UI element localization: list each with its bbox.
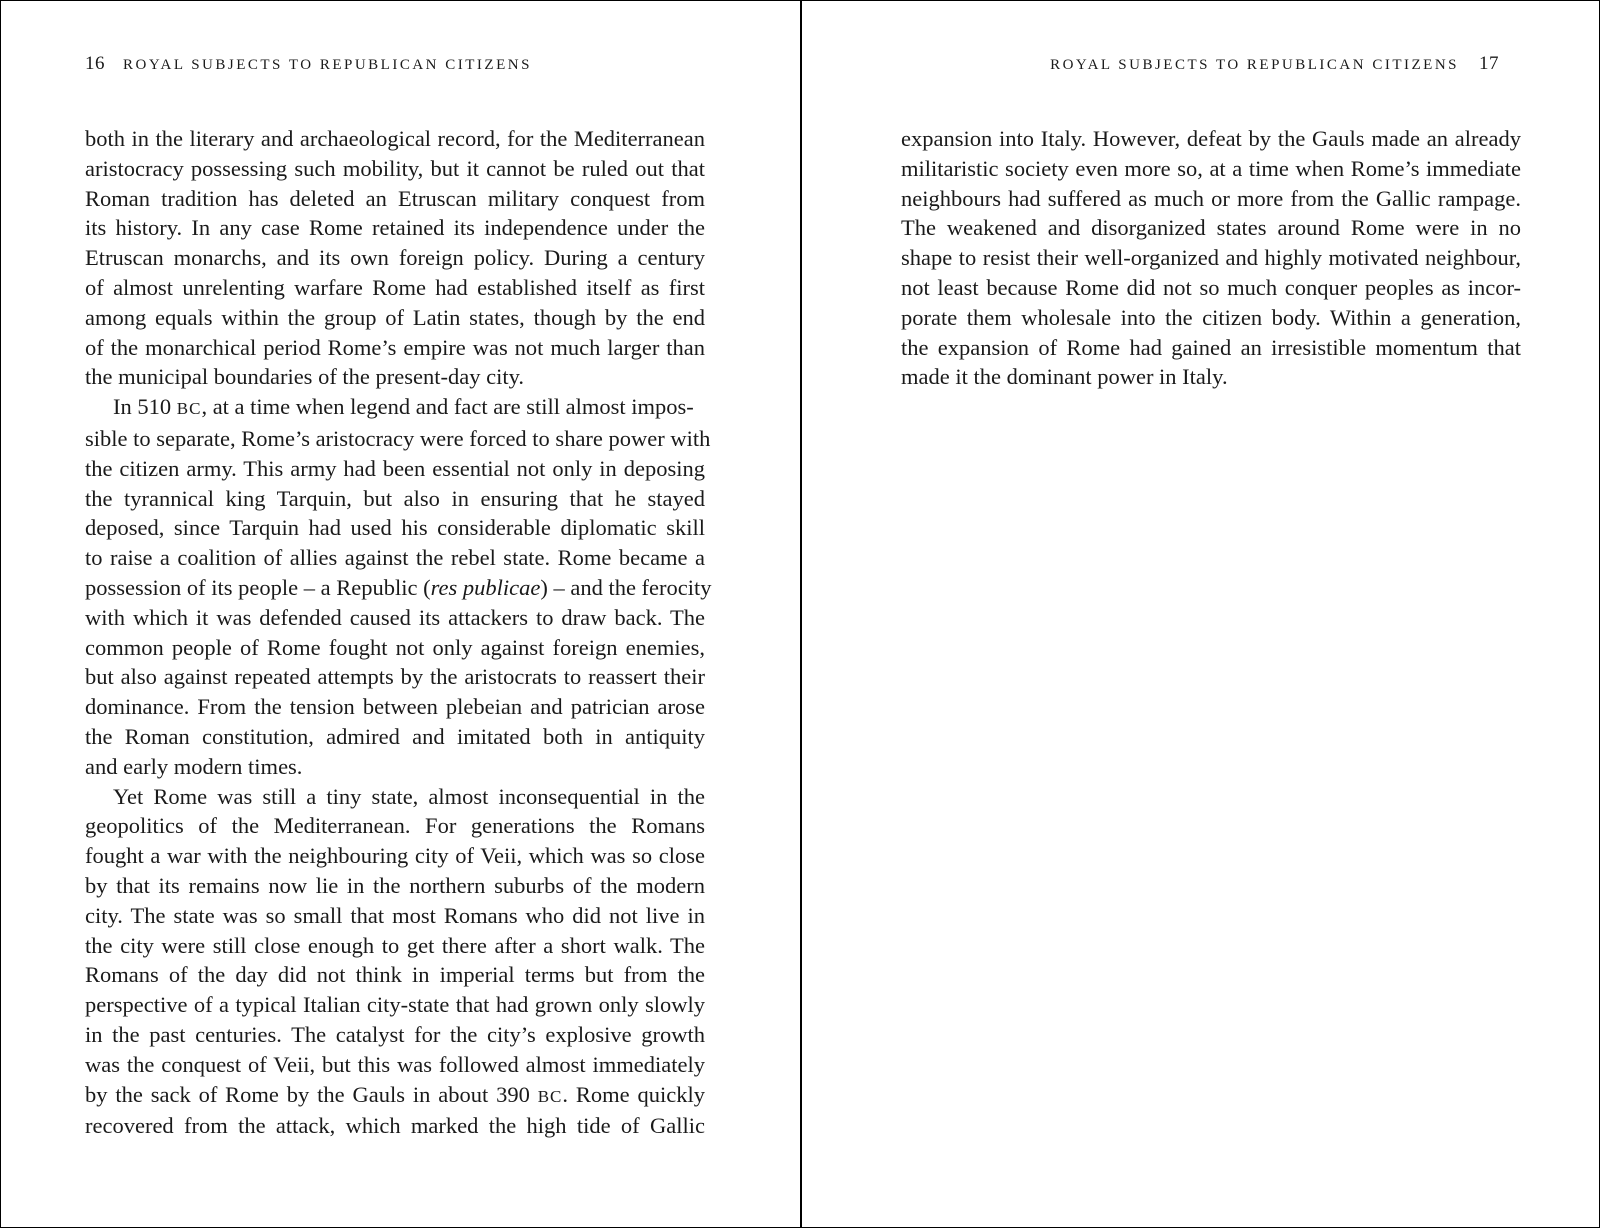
text-line: dominance. From the tension between plebeian and patrician arose bbox=[85, 694, 705, 720]
text-line: the citizen army. This army had been essential not only in deposing bbox=[85, 455, 705, 481]
text-line: neighbours had suffered as much or more from the Gallic rampage. bbox=[901, 185, 1521, 211]
text-line: city. The state was so small that most Romans who did not live in bbox=[85, 902, 705, 928]
right-running-title: ROYAL SUBJECTS TO REPUBLICAN CITIZENS bbox=[1050, 57, 1459, 73]
text-line: in the past centuries. The catalyst for the city’s explosive growth bbox=[85, 1021, 705, 1047]
text-run: by the sack of Rome by the Gauls in about 390 bbox=[85, 1081, 538, 1107]
text-line: the city were still close enough to get there after a short walk. The bbox=[85, 932, 705, 958]
right-page bbox=[802, 1, 1599, 1227]
text-line: the expansion of Rome had gained an irresistible momentum that bbox=[901, 334, 1521, 360]
text-line: Yet Rome was still a tiny state, almost inconsequential in the bbox=[113, 783, 705, 809]
text-line: aristocracy possessing such mobility, but it cannot be ruled out that bbox=[85, 155, 705, 181]
italic-term: res publicae bbox=[430, 574, 541, 600]
text-line: of the monarchical period Rome’s empire was not much larger than bbox=[85, 334, 705, 360]
right-running-head bbox=[1050, 53, 1499, 75]
text-line bbox=[85, 1080, 705, 1112]
text-line: the municipal boundaries of the present-day city. bbox=[85, 364, 525, 390]
left-body-text bbox=[85, 124, 712, 1141]
text-line: Etruscan monarchs, and its own foreign policy. During a century bbox=[85, 245, 705, 271]
text-line: was the conquest of Veii, but this was followed almost immediately bbox=[85, 1051, 705, 1077]
text-run: , at a time when legend and fact are still almost impos- bbox=[201, 394, 694, 420]
text-line: The weakened and disorganized states around Rome were in no bbox=[901, 215, 1521, 241]
text-line: militaristic society even more so, at a time when Rome’s immediate bbox=[901, 155, 1521, 181]
text-line: and early modern times. bbox=[85, 753, 303, 779]
text-line: with which it was defended caused its attackers to draw back. The bbox=[85, 604, 705, 630]
text-line: Roman tradition has deleted an Etruscan military conquest from bbox=[85, 185, 705, 211]
text-line: made it the dominant power in Italy. bbox=[901, 364, 1228, 390]
text-line: not least because Rome did not so much conquer peoples as incor- bbox=[901, 274, 1521, 300]
text-line: Romans of the day did not think in imperial terms but from the bbox=[85, 962, 705, 988]
left-page bbox=[1, 1, 800, 1227]
text-line: of almost unrelenting warfare Rome had established itself as first bbox=[85, 274, 705, 300]
text-line: the Roman constitution, admired and imitated both in antiquity bbox=[85, 723, 705, 749]
text-line: shape to resist their well-organized and highly motivated neighbour, bbox=[901, 245, 1521, 271]
left-page-number: 16 bbox=[85, 53, 105, 74]
text-line: deposed, since Tarquin had used his considerable diplomatic skill bbox=[85, 515, 705, 541]
text-run: . Rome quickly bbox=[562, 1081, 705, 1107]
left-running-title: ROYAL SUBJECTS TO REPUBLICAN CITIZENS bbox=[123, 57, 532, 73]
text-line: recovered from the attack, which marked the high tide of Gallic bbox=[85, 1113, 705, 1139]
text-run: possession of its people – a Republic ( bbox=[85, 574, 431, 600]
text-line bbox=[85, 573, 712, 603]
right-page-number: 17 bbox=[1479, 53, 1499, 74]
text-line: porate them wholesale into the citizen body. Within a generation, bbox=[901, 304, 1521, 330]
text-line bbox=[85, 392, 705, 424]
text-run: In 510 bbox=[113, 394, 177, 420]
right-body-text bbox=[901, 124, 1521, 392]
text-line: expansion into Italy. However, defeat by the Gauls made an already bbox=[901, 126, 1521, 151]
text-line: sible to separate, Rome’s aristocracy were forced to share power with bbox=[85, 425, 711, 451]
left-running-head bbox=[85, 53, 532, 75]
era-abbreviation: BC bbox=[176, 399, 202, 419]
text-line: by that its remains now lie in the northern suburbs of the modern bbox=[85, 872, 705, 898]
text-line: the tyrannical king Tarquin, but also in ensuring that he stayed bbox=[85, 485, 705, 511]
text-line: to raise a coalition of allies against the rebel state. Rome became a bbox=[85, 545, 705, 571]
text-line: but also against repeated attempts by the aristocrats to reassert their bbox=[85, 664, 705, 690]
text-line: fought a war with the neighbouring city of Veii, which was so close bbox=[85, 843, 705, 869]
text-line: geopolitics of the Mediterranean. For generations the Romans bbox=[85, 813, 705, 839]
text-run: ) – and the ferocity bbox=[540, 574, 712, 600]
text-line: common people of Rome fought not only against foreign enemies, bbox=[85, 634, 705, 660]
text-line: among equals within the group of Latin states, though by the end bbox=[85, 304, 705, 330]
text-line: its history. In any case Rome retained its independence under the bbox=[85, 215, 705, 241]
era-abbreviation: BC bbox=[537, 1086, 563, 1106]
text-line: perspective of a typical Italian city-state that had grown only slowly bbox=[85, 992, 705, 1018]
text-line: both in the literary and archaeological record, for the Mediterranean bbox=[85, 126, 705, 151]
